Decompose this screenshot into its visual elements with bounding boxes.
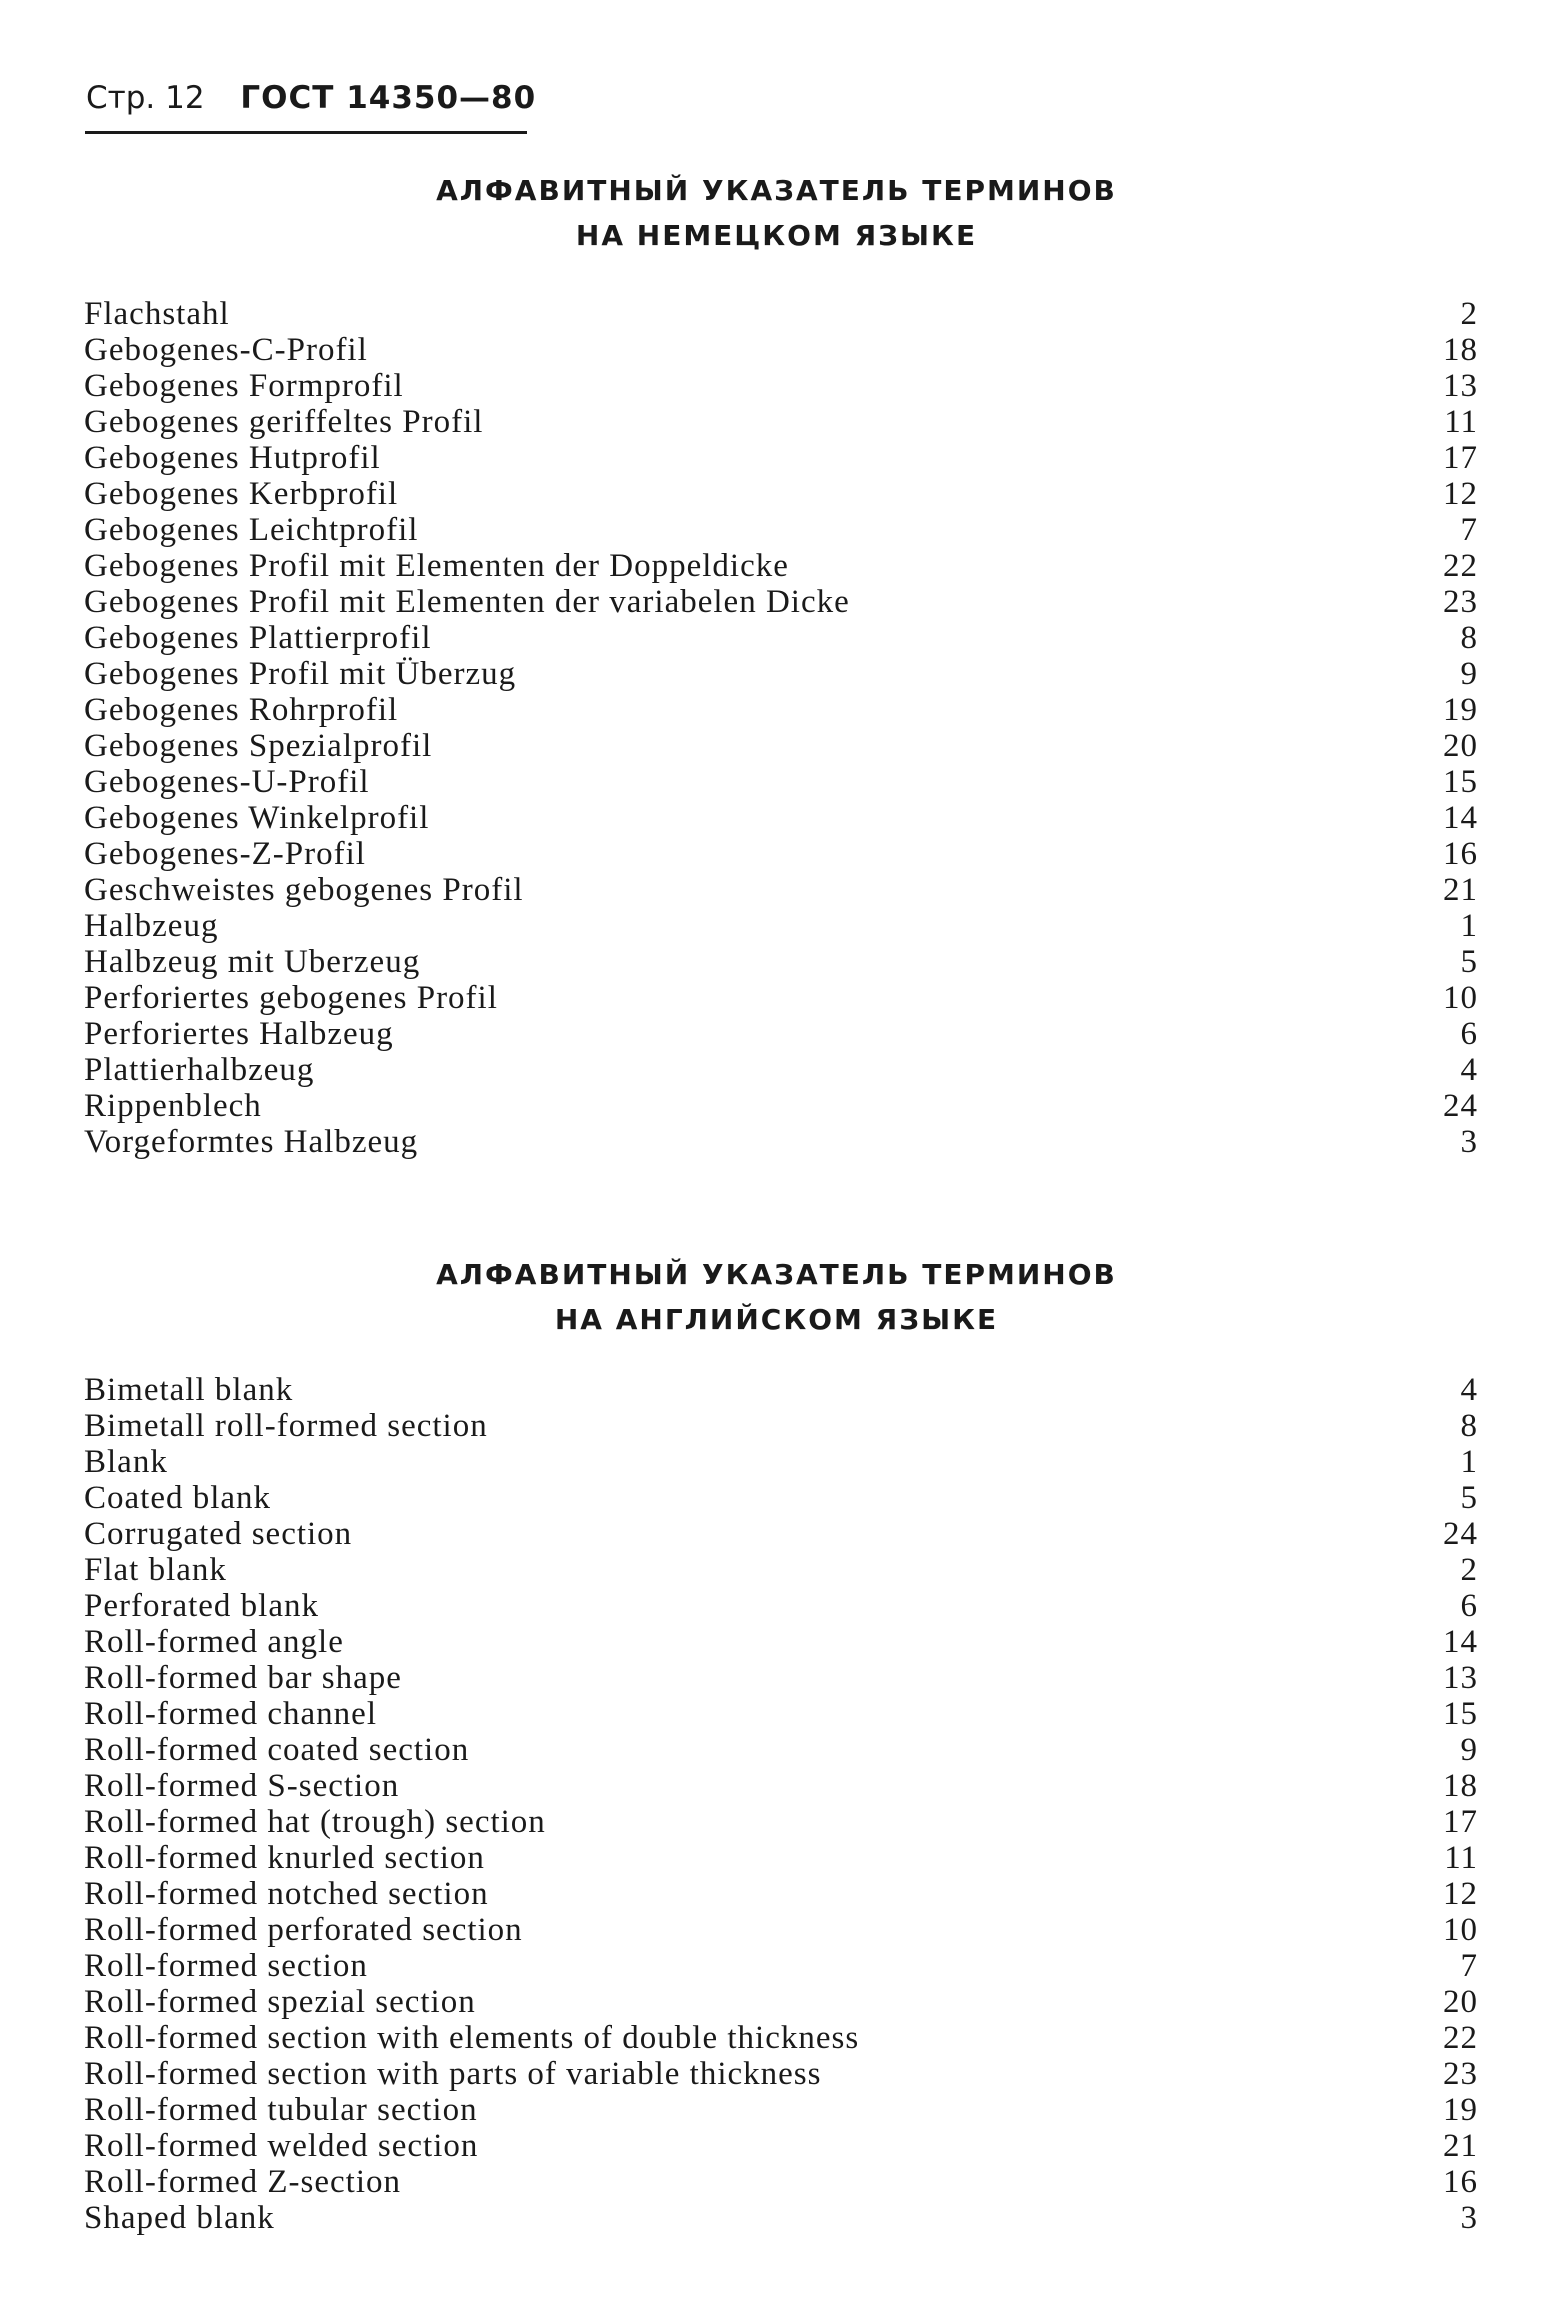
index-entry [84, 1088, 1478, 1124]
page-number: Стр. 12 [86, 80, 205, 116]
index-term-number: 2 [1460, 1552, 1478, 1588]
index-term-number: 10 [1443, 980, 1478, 1016]
index-entry [84, 548, 1478, 584]
index-term-number: 1 [1460, 1444, 1478, 1480]
index-term: Gebogenes Kerbprofil [84, 476, 399, 512]
index-term: Blank [84, 1444, 168, 1480]
index-entry [84, 1912, 1478, 1948]
index-entry [84, 764, 1478, 800]
index-term-number: 7 [1460, 512, 1478, 548]
index-term: Rippenblech [84, 1088, 262, 1124]
index-term-number: 14 [1443, 800, 1478, 836]
index-term-number: 8 [1460, 1408, 1478, 1444]
english-index-list [84, 1372, 1478, 2236]
english-index-title [0, 1252, 1553, 1342]
index-term-number: 18 [1443, 1768, 1478, 1804]
index-term: Gebogenes Formprofil [84, 368, 404, 404]
index-entry [84, 656, 1478, 692]
index-entry [84, 1052, 1478, 1088]
index-entry [84, 296, 1478, 332]
index-term-number: 6 [1460, 1016, 1478, 1052]
index-entry [84, 332, 1478, 368]
index-term-number: 10 [1443, 1912, 1478, 1948]
english-index-title-line2: НА АНГЛИЙСКОМ ЯЗЫКЕ [554, 1303, 999, 1336]
index-term: Roll-formed section with parts of variable thickness [84, 2056, 822, 2092]
index-entry [84, 944, 1478, 980]
index-term: Roll-formed tubular section [84, 2092, 478, 2128]
index-entry [84, 620, 1478, 656]
index-term-number: 12 [1443, 476, 1478, 512]
index-entry [84, 2164, 1478, 2200]
index-entry [84, 2056, 1478, 2092]
index-term-number: 5 [1460, 944, 1478, 980]
index-term-number: 13 [1443, 368, 1478, 404]
index-term: Flachstahl [84, 296, 230, 332]
index-entry [84, 908, 1478, 944]
index-entry [84, 1660, 1478, 1696]
header-rule [85, 131, 527, 134]
index-term: Roll-formed Z-section [84, 2164, 402, 2200]
index-entry [84, 1840, 1478, 1876]
german-index-title [0, 168, 1553, 258]
index-term: Gebogenes Rohrprofil [84, 692, 399, 728]
index-entry [84, 1480, 1478, 1516]
index-term-number: 19 [1443, 2092, 1478, 2128]
index-term: Roll-formed coated section [84, 1732, 470, 1768]
index-term: Gebogenes Profil mit Elementen der variabelen Dicke [84, 584, 850, 620]
index-entry [84, 872, 1478, 908]
index-term-number: 18 [1443, 332, 1478, 368]
index-term: Gebogenes Leichtprofil [84, 512, 419, 548]
index-term-number: 11 [1444, 1840, 1478, 1876]
index-entry [84, 836, 1478, 872]
index-term: Roll-formed notched section [84, 1876, 489, 1912]
index-entry [84, 692, 1478, 728]
index-term: Gebogenes Profil mit Elementen der Doppeldicke [84, 548, 789, 584]
index-term: Gebogenes-Z-Profil [84, 836, 366, 872]
index-term-number: 9 [1460, 1732, 1478, 1768]
index-term-number: 16 [1443, 2164, 1478, 2200]
index-term: Roll-formed spezial section [84, 1984, 476, 2020]
index-term: Gebogenes-C-Profil [84, 332, 368, 368]
index-entry [84, 1588, 1478, 1624]
index-entry [84, 1372, 1478, 1408]
index-term: Coated blank [84, 1480, 272, 1516]
index-term: Plattierhalbzeug [84, 1052, 315, 1088]
index-term-number: 12 [1443, 1876, 1478, 1912]
index-term: Perforiertes Halbzeug [84, 1016, 394, 1052]
index-term-number: 9 [1460, 656, 1478, 692]
index-term: Roll-formed S-section [84, 1768, 400, 1804]
index-term: Gebogenes Hutprofil [84, 440, 381, 476]
index-term-number: 24 [1443, 1088, 1478, 1124]
german-index-title-line1: АЛФАВИТНЫЙ УКАЗАТЕЛЬ ТЕРМИНОВ [436, 174, 1117, 207]
german-index-title-line2: НА НЕМЕЦКОМ ЯЗЫКЕ [575, 219, 978, 252]
index-entry [84, 476, 1478, 512]
index-entry [84, 1552, 1478, 1588]
index-term-number: 1 [1460, 908, 1478, 944]
index-term-number: 3 [1460, 2200, 1478, 2236]
index-term-number: 4 [1460, 1372, 1478, 1408]
page-header [86, 80, 536, 116]
index-term-number: 23 [1443, 584, 1478, 620]
index-entry [84, 1876, 1478, 1912]
index-term: Roll-formed section with elements of double thickness [84, 2020, 860, 2056]
index-term: Halbzeug [84, 908, 219, 944]
index-term-number: 17 [1443, 1804, 1478, 1840]
index-term: Geschweistes gebogenes Profil [84, 872, 524, 908]
index-entry [84, 1016, 1478, 1052]
index-term-number: 16 [1443, 836, 1478, 872]
index-term-number: 4 [1460, 1052, 1478, 1088]
index-term: Bimetall roll-formed section [84, 1408, 488, 1444]
index-term: Vorgeformtes Halbzeug [84, 1124, 419, 1160]
index-term: Gebogenes Spezialprofil [84, 728, 433, 764]
index-term: Corrugated section [84, 1516, 353, 1552]
index-term: Roll-formed knurled section [84, 1840, 485, 1876]
index-term-number: 8 [1460, 620, 1478, 656]
index-entry [84, 1768, 1478, 1804]
index-term: Roll-formed perforated section [84, 1912, 523, 1948]
index-term-number: 22 [1443, 2020, 1478, 2056]
index-term-number: 7 [1460, 1948, 1478, 1984]
index-term: Gebogenes Plattierprofil [84, 620, 432, 656]
index-entry [84, 1732, 1478, 1768]
index-term-number: 21 [1443, 2128, 1478, 2164]
index-term-number: 21 [1443, 872, 1478, 908]
index-entry [84, 404, 1478, 440]
index-entry [84, 800, 1478, 836]
index-term-number: 3 [1460, 1124, 1478, 1160]
index-term-number: 24 [1443, 1516, 1478, 1552]
index-term-number: 22 [1443, 548, 1478, 584]
index-entry [84, 1948, 1478, 1984]
index-term-number: 11 [1444, 404, 1478, 440]
english-index-title-line1: АЛФАВИТНЫЙ УКАЗАТЕЛЬ ТЕРМИНОВ [436, 1258, 1117, 1291]
index-entry [84, 1124, 1478, 1160]
german-index-list [84, 296, 1478, 1160]
index-entry [84, 2092, 1478, 2128]
index-term: Roll-formed hat (trough) section [84, 1804, 546, 1840]
index-term: Flat blank [84, 1552, 227, 1588]
index-entry [84, 368, 1478, 404]
index-term: Gebogenes Profil mit Überzug [84, 656, 517, 692]
index-term-number: 19 [1443, 692, 1478, 728]
index-term: Gebogenes Winkelprofil [84, 800, 430, 836]
index-term: Roll-formed section [84, 1948, 368, 1984]
index-term-number: 5 [1460, 1480, 1478, 1516]
index-entry [84, 440, 1478, 476]
index-entry [84, 512, 1478, 548]
index-term: Halbzeug mit Uberzeug [84, 944, 421, 980]
index-entry [84, 728, 1478, 764]
index-term: Roll-formed bar shape [84, 1660, 402, 1696]
index-term: Perforiertes gebogenes Profil [84, 980, 498, 1016]
index-term-number: 17 [1443, 440, 1478, 476]
index-entry [84, 1804, 1478, 1840]
index-entry [84, 584, 1478, 620]
index-term-number: 13 [1443, 1660, 1478, 1696]
index-entry [84, 980, 1478, 1016]
index-term-number: 15 [1443, 1696, 1478, 1732]
index-term-number: 2 [1460, 296, 1478, 332]
index-term: Roll-formed angle [84, 1624, 344, 1660]
index-entry [84, 1408, 1478, 1444]
index-term-number: 20 [1443, 728, 1478, 764]
index-term-number: 23 [1443, 2056, 1478, 2092]
index-term: Perforated blank [84, 1588, 319, 1624]
index-term-number: 14 [1443, 1624, 1478, 1660]
index-entry [84, 1696, 1478, 1732]
index-term: Shaped blank [84, 2200, 275, 2236]
index-entry [84, 2020, 1478, 2056]
index-term-number: 6 [1460, 1588, 1478, 1624]
index-term: Gebogenes geriffeltes Profil [84, 404, 484, 440]
index-entry [84, 1624, 1478, 1660]
index-entry [84, 2128, 1478, 2164]
index-entry [84, 1984, 1478, 2020]
index-term: Roll-formed channel [84, 1696, 377, 1732]
index-term-number: 15 [1443, 764, 1478, 800]
index-term: Gebogenes-U-Profil [84, 764, 370, 800]
index-entry [84, 1444, 1478, 1480]
standard-number: ГОСТ 14350—80 [240, 80, 537, 116]
index-term: Roll-formed welded section [84, 2128, 479, 2164]
index-term: Bimetall blank [84, 1372, 294, 1408]
index-term-number: 20 [1443, 1984, 1478, 2020]
index-entry [84, 2200, 1478, 2236]
index-entry [84, 1516, 1478, 1552]
